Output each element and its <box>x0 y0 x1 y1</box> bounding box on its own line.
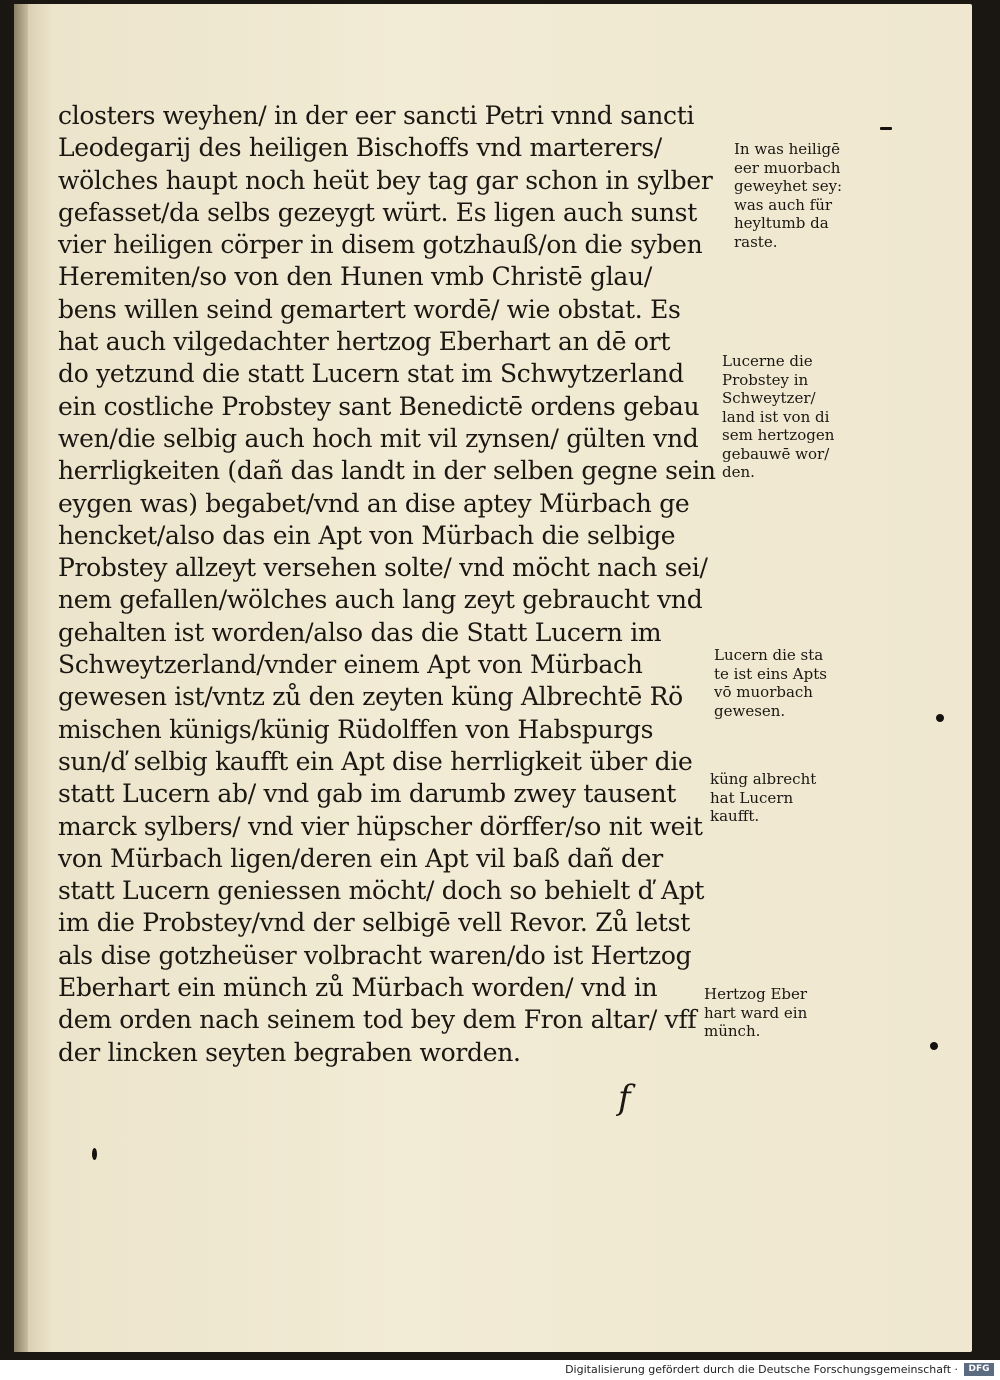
text-line: bens willen seind gemartert wordē/ wie obstat. Es <box>58 294 681 324</box>
marginal-note-line: gebauwē wor/ <box>722 444 830 463</box>
text-line: im die Probstey/vnd der selbigē vell Revor. Zů letst <box>58 908 690 938</box>
marginal-note-line: den. <box>722 463 755 481</box>
text-line: dem orden nach seinem tod bey dem Fron altar/ vff <box>58 1005 697 1035</box>
marginal-note-line: heyltumb da <box>734 214 829 232</box>
marginal-note-line: In was heiligē <box>734 140 841 158</box>
marginal-note-lucerne-city <box>714 646 864 720</box>
page-spine-shadow <box>14 4 28 1352</box>
text-line: do yetzund die statt Lucern stat im Schwytzerland <box>58 359 684 389</box>
text-line: statt Lucern ab/ vnd gab im darumb zwey tausent <box>58 779 677 809</box>
text-line: statt Lucern geniessen möcht/ doch so behielt ď Apt <box>58 876 705 906</box>
dfg-logo-icon: DFG <box>964 1363 994 1376</box>
text-line: gefasset/da selbs gezeygt würt. Es ligen auch sunst <box>58 197 697 227</box>
text-line: sun/ď selbig kaufft ein Apt dise herrligkeit über die <box>58 746 693 776</box>
text-line: hat auch vilgedachter hertzog Eberhart an dē ort <box>58 327 671 357</box>
marginal-note-line: land ist von di <box>722 407 830 426</box>
marginal-note-line: hat Lucern <box>710 788 794 807</box>
text-line: Schweytzerland/vnder einem Apt von Mürbach <box>58 650 643 680</box>
text-line: marck sylbers/ vnd vier hüpscher dörffer/so nit weit <box>58 811 703 841</box>
marginal-note-line: hart ward ein <box>704 1003 808 1022</box>
text-line: mischen künigs/künig Rüdolffen von Habspurgs <box>58 714 654 744</box>
ink-speck <box>936 714 944 722</box>
marginal-note-eberhart-monk <box>704 985 854 1041</box>
marginal-note-lucerne-provostry <box>722 352 872 482</box>
funding-credit: Digitalisierung gefördert durch die Deutsche Forschungsgemeinschaft · <box>565 1363 958 1376</box>
text-line: gewesen ist/vntz zů den zeyten küng Albrechtē Rö <box>58 682 683 712</box>
marginal-note-line: raste. <box>734 232 778 251</box>
ink-speck <box>930 1042 938 1050</box>
marginal-note-line: Probstey in <box>722 370 809 389</box>
marginal-note-line: Lucern die sta <box>714 646 824 664</box>
text-line: vier heiligen cörper in disem gotzhauß/on die syben <box>58 230 703 260</box>
text-line: als dise gotzheüser volbracht waren/do ist Hertzog <box>58 940 692 970</box>
marginal-note-line: münch. <box>704 1022 761 1040</box>
marginal-note-line: gewesen. <box>714 701 786 720</box>
text-line: der lincken seyten begraben worden. <box>58 1037 521 1067</box>
text-line: eygen was) begabet/vnd an dise aptey Mürbach ge <box>58 488 690 518</box>
marginal-note-line: sem hertzogen <box>722 426 835 444</box>
marginal-note-line: eer muorbach <box>734 158 841 177</box>
ink-speck <box>880 127 892 130</box>
text-line: ein costliche Probstey sant Benedictē ordens gebau <box>58 391 700 421</box>
footer-bar <box>0 1360 1000 1380</box>
text-line: closters weyhen/ in der eer sancti Petri vnnd sancti <box>58 101 695 130</box>
text-line: wölches haupt noch heüt bey tag gar schon in sylber <box>58 165 713 195</box>
marginal-note-line: vō muorbach <box>714 683 813 701</box>
text-line: von Mürbach ligen/deren ein Apt vil baß dañ der <box>58 843 663 873</box>
marginal-note-line: Lucerne die <box>722 352 813 370</box>
text-line: Heremiten/so von den Hunen vmb Christē glau/ <box>58 262 652 292</box>
text-line: hencket/also das ein Apt von Mürbach die selbige <box>58 520 676 550</box>
marginal-note-albrecht <box>710 770 860 826</box>
marginal-note-line: kaufft. <box>710 807 760 825</box>
marginal-note-line: te ist eins Apts <box>714 664 827 683</box>
signature-mark: f <box>618 1078 631 1118</box>
text-line: gehalten ist worden/also das die Statt Lucern im <box>58 617 662 647</box>
marginal-note-line: küng albrecht <box>710 770 817 788</box>
ink-speck <box>92 1148 97 1160</box>
marginal-note-line: geweyhet sey: <box>734 177 843 195</box>
marginal-note-line: Hertzog Eber <box>704 985 808 1003</box>
text-line: herrligkeiten (dañ das landt in der selben gegne sein <box>58 456 716 486</box>
text-line: wen/die selbig auch hoch mit vil zynsen/ gülten vnd <box>58 423 699 453</box>
text-line: Leodegarij des heiligen Bischoffs vnd marterers/ <box>58 133 662 163</box>
marginal-note-line: Schweytzer/ <box>722 389 816 407</box>
main-text-block <box>58 100 728 1069</box>
text-line: Eberhart ein münch zů Mürbach worden/ vnd in <box>58 973 658 1003</box>
text-line: nem gefallen/wölches auch lang zeyt gebraucht vnd <box>58 585 703 615</box>
text-line: Probstey allzeyt versehen solte/ vnd möcht nach sei/ <box>58 553 708 583</box>
marginal-note-relics <box>734 140 884 251</box>
marginal-note-line: was auch für <box>734 195 833 214</box>
